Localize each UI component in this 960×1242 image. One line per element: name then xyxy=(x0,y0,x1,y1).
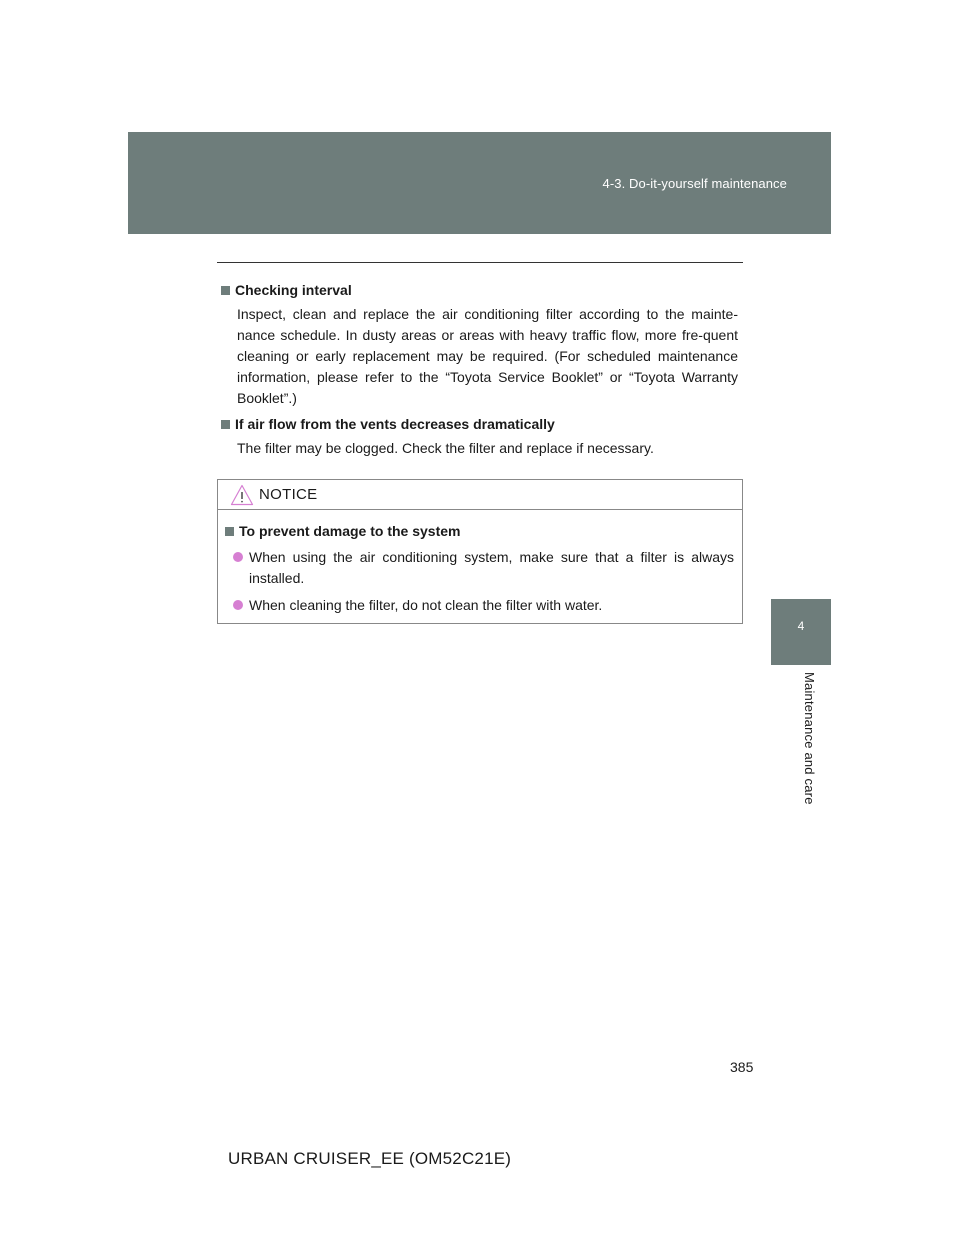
notice-box xyxy=(217,479,743,624)
section-title: 4-3. Do-it-yourself maintenance xyxy=(602,176,787,191)
list-item xyxy=(233,547,734,589)
section-body: The filter may be clogged. Check the filter and replace if necessary. xyxy=(237,440,654,456)
notice-header xyxy=(218,480,742,510)
notice-title: NOTICE xyxy=(259,486,318,503)
chapter-number: 4 xyxy=(797,619,805,633)
square-bullet-icon xyxy=(221,420,230,429)
section-heading-text: Checking interval xyxy=(235,282,352,298)
dot-bullet-icon xyxy=(233,552,243,562)
square-bullet-icon xyxy=(225,527,234,536)
list-item xyxy=(233,595,734,616)
warning-triangle-icon xyxy=(230,484,254,506)
section-body: Inspect, clean and replace the air conditioning filter according to the mainte-nance schedule. In dusty areas or areas with heavy traffic flow, more fre-quent cleaning or early replacement may be required. (For scheduled maintenance information, please refer to the “Toyota Service Booklet” or “Toyota Warranty Booklet”.) xyxy=(237,306,738,406)
list-item-text: When using the air conditioning system, make sure that a filter is always installed. xyxy=(249,549,734,586)
main-content xyxy=(221,280,738,459)
section-heading-text: If air flow from the vents decreases dramatically xyxy=(235,416,555,432)
square-bullet-icon xyxy=(221,286,230,295)
notice-subheading xyxy=(225,521,734,541)
chapter-tab xyxy=(771,599,831,665)
chapter-label: Maintenance and care xyxy=(802,672,817,805)
section-heading xyxy=(221,280,738,300)
divider xyxy=(217,262,743,263)
notice-subheading-text: To prevent damage to the system xyxy=(239,523,461,539)
page-number: 385 xyxy=(730,1059,754,1075)
header-band xyxy=(128,132,831,234)
model-code: URBAN CRUISER_EE (OM52C21E) xyxy=(228,1149,512,1168)
list-item-text: When cleaning the filter, do not clean the filter with water. xyxy=(249,597,603,613)
dot-bullet-icon xyxy=(233,600,243,610)
notice-body xyxy=(218,510,742,616)
section-heading xyxy=(221,414,738,434)
